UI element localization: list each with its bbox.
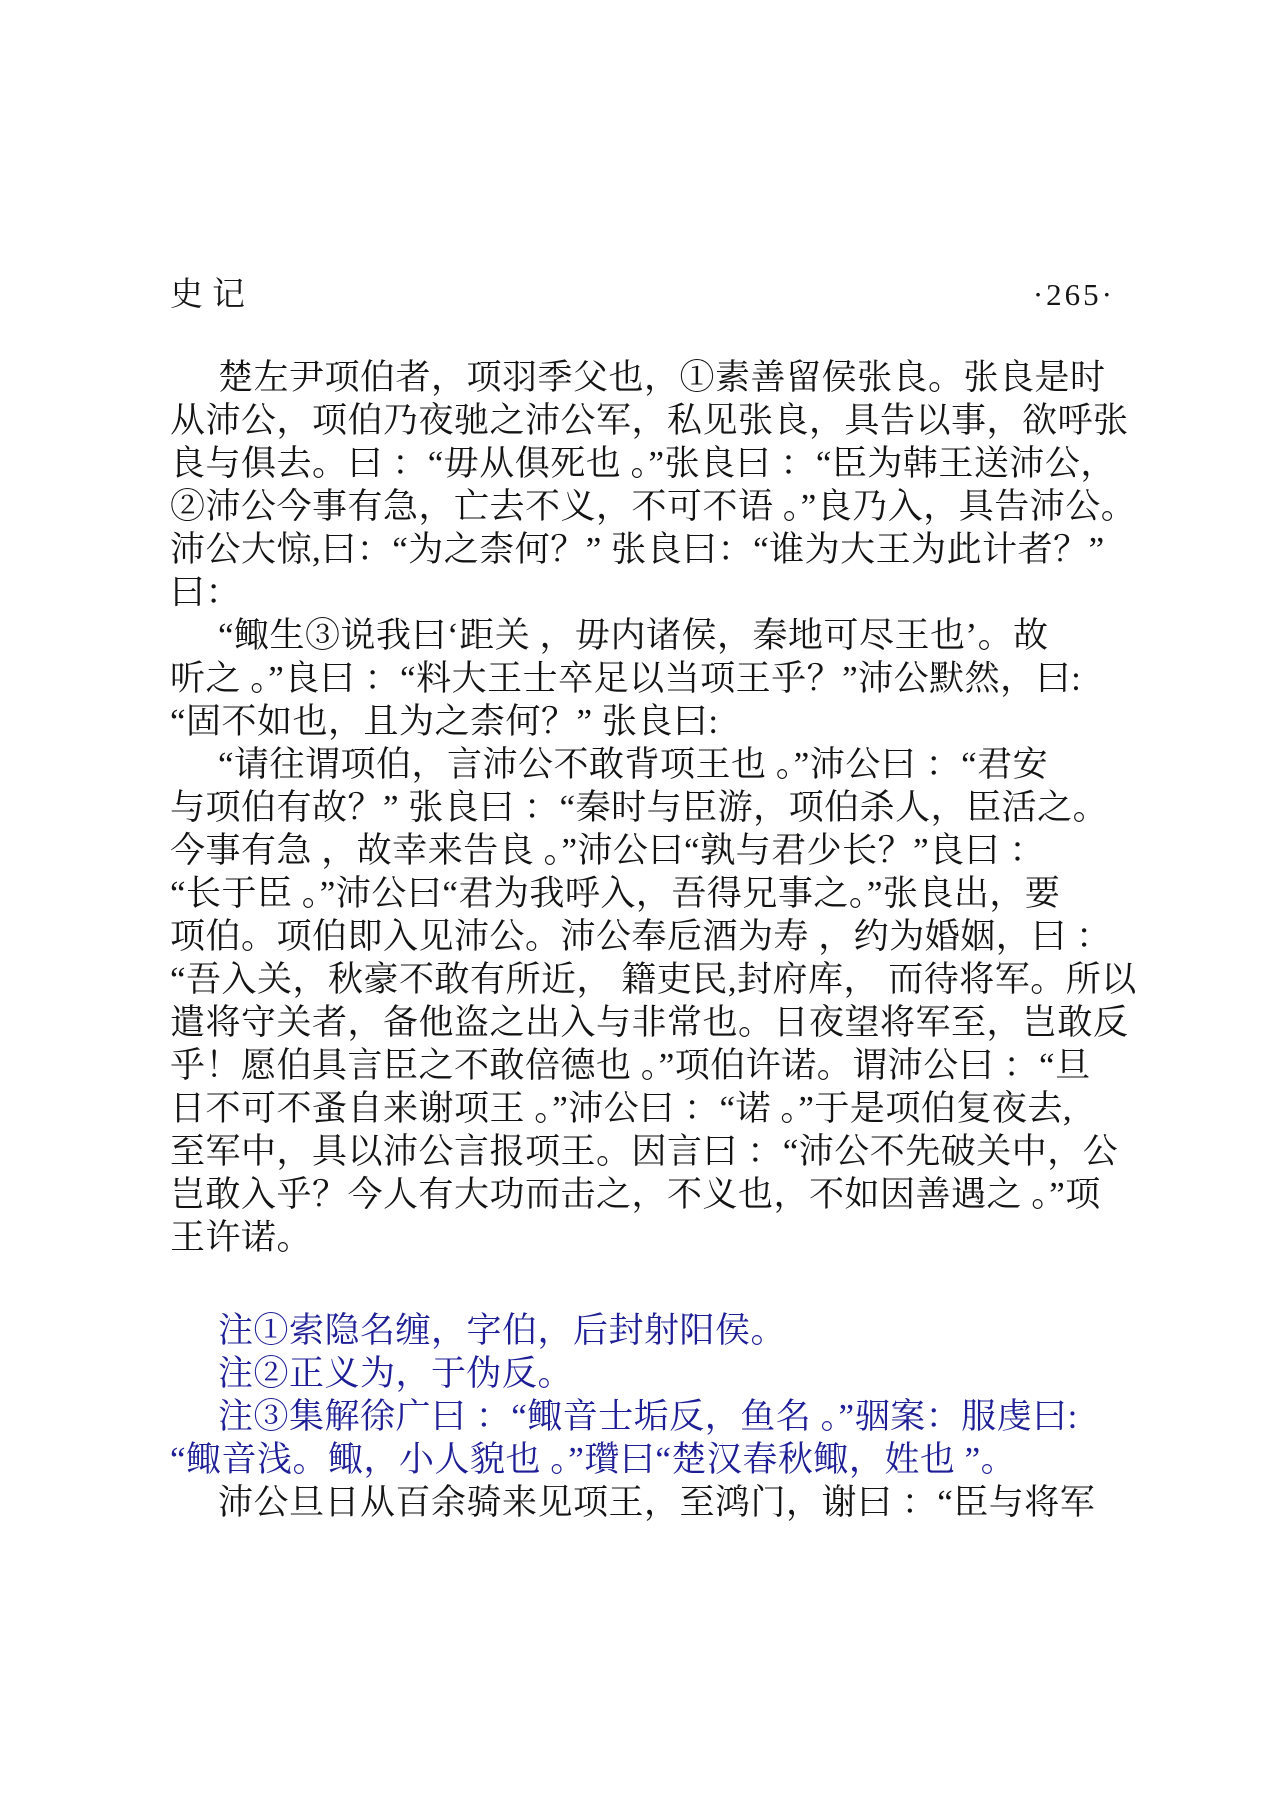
text-line: “长于臣 。”沛公曰“君为我呼入，吾得兄事之。”张良出，要	[170, 874, 1061, 913]
text-line: ②沛公今事有急，亡去不义，不可不语 。”良乃入，具告沛公。	[170, 487, 1137, 526]
text-line: 听之 。”良曰 ：“料大王士卒足以当项王乎？”沛公默然，曰:	[170, 659, 1082, 698]
line-spacer	[170, 1259, 1118, 1309]
footnote-line: “鲰音浅。鲰，小人貌也 。”瓚曰“楚汉春秋鲰，姓也 ”。	[170, 1440, 1017, 1479]
text-line: 乎！愿伯具言臣之不敢倍德也 。”项伯许诺。谓沛公曰 ：“旦	[170, 1046, 1091, 1085]
page-number: ·265·	[1032, 277, 1115, 312]
text-line: 至军中，具以沛公言报项王。因言曰 ：“沛公不先破关中，公	[170, 1132, 1119, 1171]
text-line: “鲰生③说我曰‘距关 ，毋内诸侯，秦地可尽王也’。故	[218, 616, 1049, 655]
text-line: 曰：	[170, 573, 242, 612]
footnote-line: 注②正义为，于伪反。	[218, 1354, 574, 1393]
text-line: 沛公大惊,曰：“为之柰何？” 张良曰：“谁为大王为此计者？”	[170, 530, 1105, 569]
footnote-line: 注①索隐名缠，字伯，后封射阳侯。	[218, 1311, 787, 1350]
running-header	[170, 268, 1115, 315]
text-line: 遣将守关者，备他盗之出入与非常也。日夜望将军至，岂敢反	[170, 1003, 1129, 1042]
text-line: 日不可不蚤自来谢项王 。”沛公曰 ：“诺 。”于是项伯复夜去,	[170, 1089, 1073, 1128]
book-title: 史记	[170, 277, 254, 313]
text-line: 岂敢入乎？今人有大功而击之，不义也，不如因善遇之 。”项	[170, 1175, 1101, 1214]
text-line: 王许诺。	[170, 1218, 313, 1257]
text-line: 从沛公，项伯乃夜驰之沛公军，私见张良，具告以事，欲呼张	[170, 401, 1129, 440]
text-line: “吾入关，秋豪不敢有所近， 籍吏民,封府库， 而待将军。所以	[170, 960, 1137, 999]
text-line: 沛公旦日从百余骑来见项王，至鸿门，谢曰 ：“臣与将军	[218, 1483, 1096, 1522]
text-line: 楚左尹项伯者，项羽季父也，①素善留侯张良。张良是时	[218, 358, 1106, 397]
text-line: 与项伯有故？” 张良曰 ：“秦时与臣游，项伯杀人，臣活之。	[170, 788, 1109, 827]
text-line: “请往谓项伯，言沛公不敢背项王也 。”沛公曰 ：“君安	[218, 745, 1049, 784]
text-line: 良与俱去。曰 ：“毋从俱死也 。”张良曰 ：“臣为韩王送沛公，	[170, 444, 1116, 483]
footnote-line: 注③集解徐广曰 ：“鲰音士垢反，鱼名 。”骃案：服虔曰:	[218, 1397, 1078, 1436]
text-line: 项伯。项伯即入见沛公。沛公奉卮酒为寿 ，约为婚姻，曰 ：	[170, 917, 1112, 956]
text-line: “固不如也，且为之柰何？” 张良曰:	[170, 702, 719, 741]
text-column	[170, 356, 1137, 1524]
text-line: 今事有急 ，故幸来告良 。”沛公曰“孰与君少长？”良曰 ：	[170, 831, 1045, 870]
